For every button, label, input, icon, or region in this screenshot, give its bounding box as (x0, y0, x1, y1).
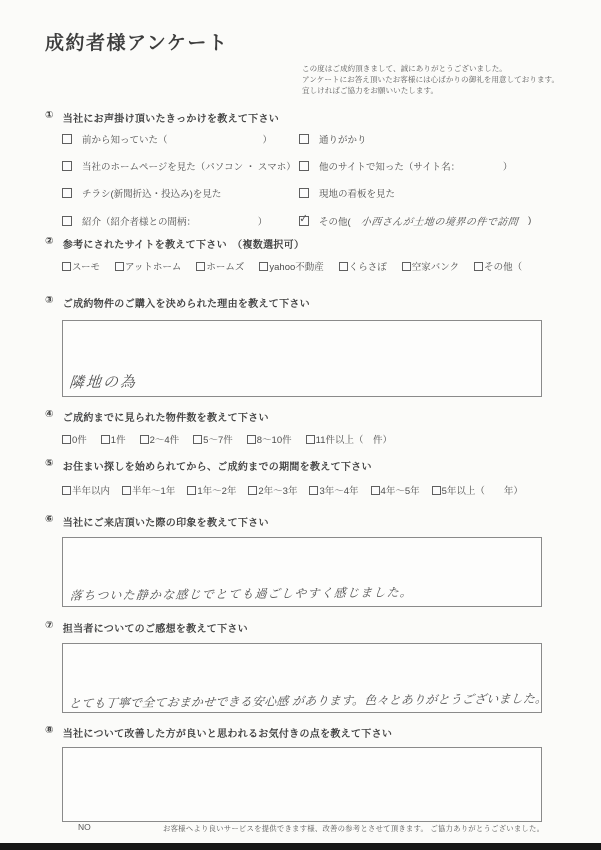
option-4-5-years[interactable]: 4年～5年 (371, 483, 420, 497)
question-6-label: ⑥ 当社にご来店頂いた際の印象を教えて下さい (45, 514, 269, 529)
checkbox-icon[interactable] (402, 262, 411, 271)
checkbox-icon[interactable] (62, 216, 72, 226)
checkbox-icon[interactable] (62, 161, 72, 171)
question-8-number: ⑧ (45, 725, 54, 736)
page-title: 成約者様アンケート (45, 33, 229, 54)
option-yahoo-fudosan[interactable]: yahoo不動産 (259, 259, 323, 273)
scan-edge-bar (0, 843, 601, 850)
option-company-homepage[interactable] (62, 159, 299, 173)
checkbox-icon[interactable] (62, 188, 72, 198)
option-2-3-years[interactable]: 2年～3年 (248, 483, 297, 497)
intro-line: 宜しければご協力をお願いいたします。 (302, 86, 439, 95)
checkbox-icon[interactable] (62, 262, 71, 271)
option-suumo[interactable]: スーモ (62, 259, 100, 273)
answer-box-q7[interactable] (62, 643, 548, 713)
option-5-7-properties[interactable]: 5～7件 (193, 432, 233, 446)
question-4-options (62, 432, 392, 446)
option-3-4-years[interactable]: 3年～4年 (309, 483, 358, 497)
option-half-to-1-year[interactable]: 半年～1年 (122, 483, 175, 497)
option-label: 現地の看板を見た (319, 189, 396, 200)
question-1-label: ① 当社にお声掛け頂いたきっかけを教えて下さい (45, 110, 280, 125)
checkbox-icon[interactable] (196, 262, 205, 271)
option-athome[interactable]: アットホーム (115, 259, 181, 273)
checkbox-checked-icon[interactable] (298, 212, 309, 226)
checkbox-icon[interactable] (474, 262, 483, 271)
handwritten-answer-other: 小西さんが土地の境界の件で訪問 (359, 217, 519, 228)
question-7-number: ⑦ (45, 620, 54, 631)
checkbox-icon[interactable] (62, 435, 71, 444)
checkbox-icon[interactable] (299, 134, 309, 144)
handwritten-answer-q3: 隣地の為 (68, 373, 138, 392)
checkbox-icon[interactable] (62, 134, 72, 144)
option-11-plus-properties[interactable]: 11件以上（ 件） (306, 432, 392, 446)
option-akiya-bank[interactable]: 空家バンク (402, 259, 459, 273)
option-referral[interactable] (62, 213, 299, 228)
handwritten-answer-q7: とても丁寧で全ておまかせできる安心感 があります。色々とありがとうございました。 (68, 691, 548, 711)
checkbox-icon[interactable] (299, 188, 309, 198)
checkbox-icon[interactable] (247, 435, 256, 444)
checkbox-icon[interactable] (339, 262, 348, 271)
checkbox-icon[interactable] (62, 486, 71, 495)
option-0-properties[interactable]: 0件 (62, 432, 87, 446)
intro-line: アンケートにお答え頂いたお客様には心ばかりの御礼を用意しております。 (302, 75, 560, 84)
option-5-plus-years[interactable]: 5年以上（ 年） (432, 483, 523, 497)
option-passing-by[interactable] (299, 132, 531, 146)
checkbox-icon[interactable] (115, 262, 124, 271)
intro-line: この度はご成約頂きまして、誠にありがとうございました。 (302, 64, 507, 73)
checkbox-icon[interactable] (140, 435, 149, 444)
checkbox-icon[interactable] (187, 486, 196, 495)
footer-no-label: NO (78, 822, 91, 832)
option-other-site[interactable] (299, 159, 531, 173)
option-kurasapo[interactable]: くらさぽ (339, 259, 387, 273)
checkbox-icon[interactable] (259, 262, 268, 271)
answer-box-q6[interactable] (62, 537, 542, 607)
option-other-checked[interactable] (299, 213, 531, 228)
option-1-property[interactable]: 1件 (101, 432, 126, 446)
checkbox-icon[interactable] (309, 486, 318, 495)
checkbox-icon[interactable] (299, 161, 309, 171)
option-local-sign[interactable] (299, 186, 531, 200)
option-label: 紹介（紹介者様との間柄： ） (82, 216, 268, 228)
question-5-label: ⑤ お住まい探しを始められてから、ご成約までの期間を教えて下さい (45, 458, 372, 473)
question-3-label: ③ ご成約物件のご購入を決められた理由を教えて下さい (45, 295, 310, 310)
question-5-options (62, 483, 523, 497)
option-label: 通りがかり (319, 135, 367, 146)
question-1-options (62, 132, 531, 228)
option-label: その他( (319, 216, 351, 228)
option-8-10-properties[interactable]: 8～10件 (247, 432, 292, 446)
option-label: 前から知っていた（ ） (82, 135, 273, 146)
question-2-number: ② (45, 236, 54, 247)
option-other[interactable]: その他（ (474, 259, 522, 273)
option-1-2-years[interactable]: 1年～2年 (187, 483, 236, 497)
checkbox-icon[interactable] (432, 486, 441, 495)
question-3-number: ③ (45, 295, 54, 306)
option-2-4-properties[interactable]: 2～4件 (140, 432, 180, 446)
option-label: チラシ(新聞折込・投込み)を見た (82, 189, 222, 200)
checkbox-icon[interactable] (248, 486, 257, 495)
option-label: 他のサイトで知った（サイト名： ） (319, 162, 513, 173)
option-knew-before[interactable] (62, 132, 299, 146)
check-mark-icon: ✓ (298, 212, 309, 225)
handwritten-answer-q6: 落ちついた静かな感じでとても過ごしやすく感じました。 (69, 585, 414, 603)
footer-text: お客様へより良いサービスを提供できます様、改善の参考とさせて頂きます。 ご協力ありがとうございました。 (163, 824, 545, 833)
question-2-label: ② 参考にされたサイトを教えて下さい （複数選択可） (45, 236, 305, 251)
question-1-number: ① (45, 110, 54, 121)
question-4-number: ④ (45, 409, 54, 420)
answer-box-q8[interactable] (62, 747, 542, 822)
answer-box-q3[interactable] (62, 320, 542, 397)
option-homes[interactable]: ホームズ (196, 259, 244, 273)
question-8-label: ⑧ 当社について改善した方が良いと思われるお気付きの点を教えて下さい (45, 725, 393, 740)
checkbox-icon[interactable] (193, 435, 202, 444)
option-within-half-year[interactable]: 半年以内 (62, 483, 110, 497)
checkbox-icon[interactable] (306, 435, 315, 444)
question-7-label: ⑦ 担当者についてのご感想を教えて下さい (45, 620, 248, 635)
question-4-label: ④ ご成約までに見られた物件数を教えて下さい (45, 409, 269, 424)
intro-text (302, 63, 559, 96)
checkbox-icon[interactable] (101, 435, 110, 444)
option-label-suffix: ) (528, 215, 532, 226)
option-flyer[interactable] (62, 186, 299, 200)
checkbox-icon[interactable] (371, 486, 380, 495)
option-label: 当社のホームページを見た（パソコン ・ スマホ） (82, 162, 296, 173)
question-5-number: ⑤ (45, 458, 54, 469)
question-6-number: ⑥ (45, 514, 54, 525)
checkbox-icon[interactable] (122, 486, 131, 495)
question-2-options (62, 259, 522, 273)
